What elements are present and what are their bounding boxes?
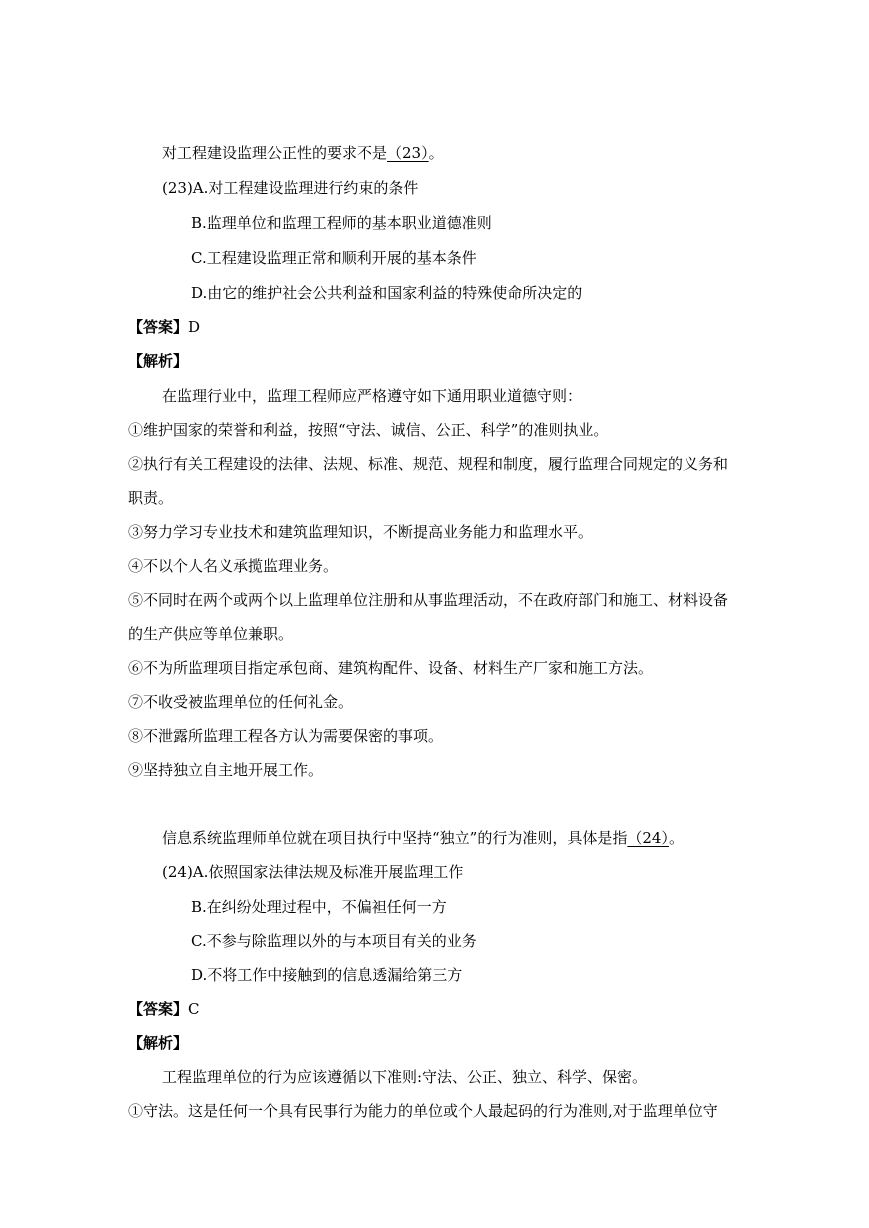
q23-option-c: C.工程建设监理正常和顺利开展的基本条件 bbox=[191, 249, 477, 267]
q24-answer-label: 【答案】 bbox=[128, 1000, 189, 1018]
q23-blank-ref: （23） bbox=[387, 144, 429, 162]
q24-option-a: (24)A.依照国家法律法规及标准开展监理工作 bbox=[162, 863, 464, 881]
q24-blank-ref: （24） bbox=[627, 829, 669, 847]
q23-stem: 对工程建设监理公正性的要求不是（23）。 bbox=[162, 144, 444, 162]
q24-answer-value: C bbox=[188, 1000, 200, 1018]
q23-item-5-cont: 的生产供应等单位兼职。 bbox=[128, 625, 294, 643]
q24-analysis-intro: 工程监理单位的行为应该遵循以下准则:守法、公正、独立、科学、保密。 bbox=[162, 1068, 648, 1086]
q24-option-d: D.不将工作中接触到的信息透漏给第三方 bbox=[191, 966, 463, 984]
q23-item-9: ⑨坚持独立自主地开展工作。 bbox=[128, 761, 324, 779]
q23-answer-label: 【答案】 bbox=[128, 318, 189, 336]
q23-item-4: ④不以个人名义承揽监理业务。 bbox=[128, 557, 339, 575]
q23-item-6: ⑥不为所监理项目指定承包商、建筑构配件、设备、材料生产厂家和施工方法。 bbox=[128, 659, 654, 677]
q23-option-b: B.监理单位和监理工程师的基本职业道德准则 bbox=[191, 214, 492, 232]
q24-stem: 信息系统监理师单位就在项目执行中坚持“独立”的行为准则，具体是指（24）。 bbox=[162, 829, 684, 847]
q23-analysis-intro: 在监理行业中，监理工程师应严格遵守如下通用职业道德守则： bbox=[162, 387, 583, 405]
q24-option-c: C.不参与除监理以外的与本项目有关的业务 bbox=[191, 932, 477, 950]
q23-item-8: ⑧不泄露所监理工程各方认为需要保密的事项。 bbox=[128, 727, 444, 745]
q23-item-7: ⑦不收受被监理单位的任何礼金。 bbox=[128, 693, 354, 711]
q24-answer bbox=[128, 999, 200, 1019]
q23-answer-value: D bbox=[188, 318, 201, 336]
q23-option-d: D.由它的维护社会公共利益和国家利益的特殊使命所决定的 bbox=[191, 284, 583, 302]
q24-analysis-label: 【解析】 bbox=[128, 1034, 189, 1052]
q23-answer bbox=[128, 317, 200, 337]
q23-item-2: ②执行有关工程建设的法律、法规、标准、规范、规程和制度，履行监理合同规定的义务和 bbox=[128, 455, 729, 473]
q24-option-b: B.在纠纷处理过程中，不偏袒任何一方 bbox=[191, 898, 447, 916]
q23-item-3: ③努力学习专业技术和建筑监理知识，不断提高业务能力和监理水平。 bbox=[128, 523, 594, 541]
q23-item-2-cont: 职责。 bbox=[128, 489, 174, 507]
q24-item-1: ①守法。这是任何一个具有民事行为能力的单位或个人最起码的行为准则,对于监理单位守 bbox=[128, 1102, 718, 1120]
q23-item-1: ①维护国家的荣誉和利益，按照“守法、诚信、公正、科学”的准则执业。 bbox=[128, 421, 609, 439]
q23-item-5: ⑤不同时在两个或两个以上监理单位注册和从事监理活动，不在政府部门和施工、材料设备 bbox=[128, 591, 729, 609]
q23-option-a: (23)A.对工程建设监理进行约束的条件 bbox=[162, 179, 419, 197]
q23-analysis-label: 【解析】 bbox=[128, 352, 189, 370]
